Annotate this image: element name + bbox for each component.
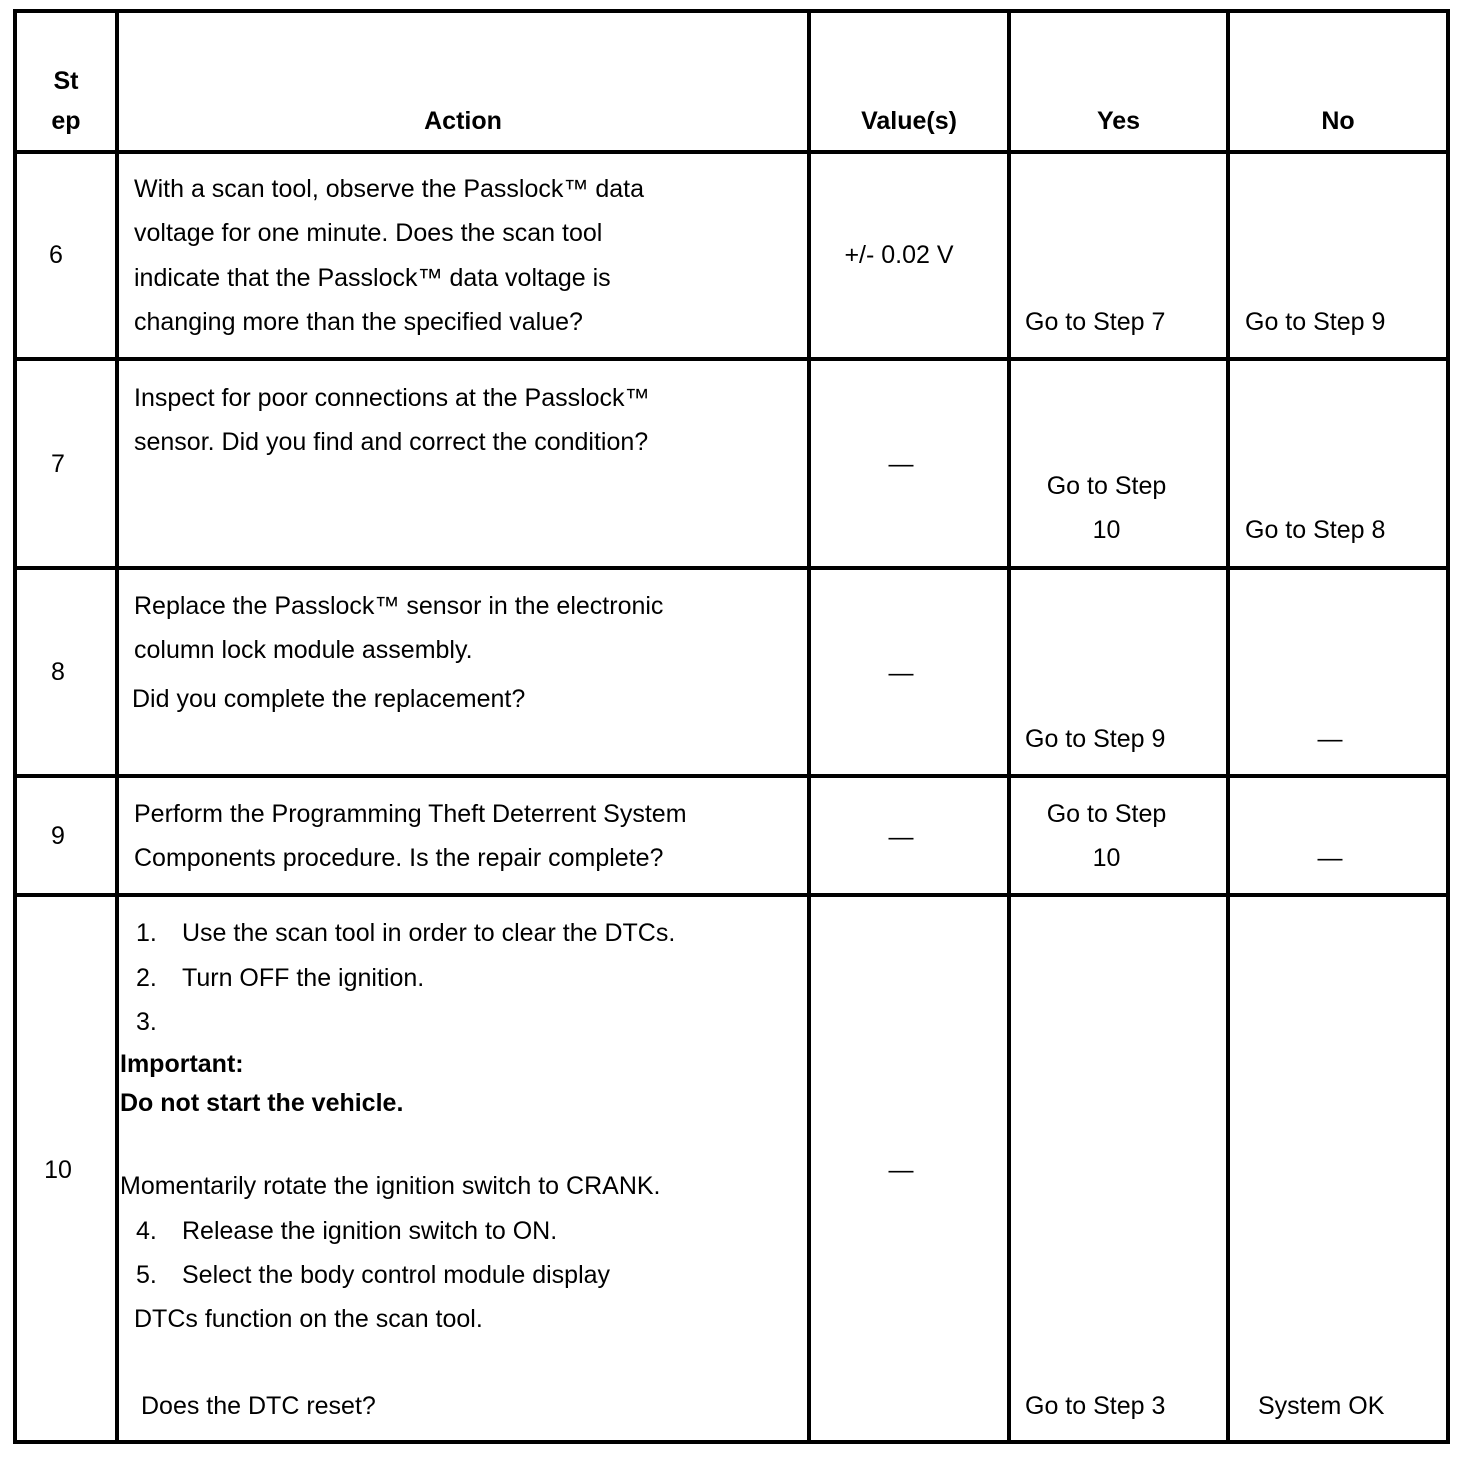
- action-text: Inspect for poor connections at the Passlock™: [134, 384, 650, 412]
- yes-result: Go to Step: [1046, 472, 1167, 500]
- action-text: changing more than the specified value?: [134, 308, 583, 336]
- step-number: 8: [51, 658, 65, 686]
- no-result: —: [1317, 844, 1343, 872]
- action-text: Replace the Passlock™ sensor in the electronic: [134, 592, 664, 620]
- value-text: —: [888, 823, 914, 851]
- no-result: Go to Step 8: [1245, 516, 1386, 544]
- yes-result: Go to Step 7: [1025, 308, 1166, 336]
- header-step: [17, 61, 115, 141]
- action-text: indicate that the Passlock™ data voltage is: [134, 264, 611, 292]
- list-number: 2.: [136, 964, 157, 992]
- header-divider: [13, 150, 1450, 154]
- list-number: 3.: [136, 1008, 157, 1036]
- yes-result: Go to Step 3: [1025, 1392, 1166, 1420]
- row-divider: [13, 566, 1450, 570]
- row-divider: [13, 893, 1450, 897]
- diagnostic-table: [13, 9, 1450, 1444]
- list-item-text: Release the ignition switch to ON.: [182, 1217, 558, 1245]
- header-step-line: ep: [51, 107, 81, 135]
- header-values: Value(s): [861, 107, 957, 135]
- no-result: Go to Step 9: [1245, 308, 1386, 336]
- step-number: 7: [51, 450, 65, 478]
- value-text: —: [888, 659, 914, 687]
- no-result: —: [1317, 725, 1343, 753]
- column-divider: [115, 9, 119, 1444]
- action-text: Momentarily rotate the ignition switch to CRANK.: [120, 1172, 661, 1200]
- list-number: 4.: [136, 1217, 157, 1245]
- step-number: 6: [49, 241, 63, 269]
- list-number: 1.: [136, 919, 157, 947]
- list-number: 5.: [136, 1261, 157, 1289]
- header-step-line: St: [53, 67, 79, 95]
- action-text: column lock module assembly.: [134, 636, 473, 664]
- action-question: Does the DTC reset?: [141, 1392, 376, 1420]
- header-no: No: [1321, 107, 1355, 135]
- header-action: Action: [424, 107, 502, 135]
- header-yes: Yes: [1096, 107, 1141, 135]
- value-text: —: [888, 1156, 914, 1184]
- row-divider: [13, 357, 1450, 361]
- action-text: DTCs function on the scan tool.: [134, 1305, 483, 1333]
- yes-result: Go to Step: [1046, 800, 1167, 828]
- table-border-left: [13, 9, 17, 1444]
- yes-result: 10: [1092, 516, 1121, 544]
- value-text: —: [888, 450, 914, 478]
- table-border-bottom: [13, 1440, 1450, 1444]
- important-label: Important:: [120, 1050, 244, 1078]
- step-number: 9: [51, 822, 65, 850]
- action-text: Did you complete the replacement?: [132, 685, 526, 713]
- action-text: With a scan tool, observe the Passlock™ data: [134, 175, 644, 203]
- important-text: Do not start the vehicle.: [120, 1089, 404, 1117]
- list-item-text: Use the scan tool in order to clear the DTCs.: [182, 919, 676, 947]
- step-number: 10: [44, 1156, 72, 1184]
- list-item-text: Select the body control module display: [182, 1261, 611, 1289]
- action-text: voltage for one minute. Does the scan tool: [134, 219, 603, 247]
- column-divider: [807, 9, 811, 1444]
- table-border-right: [1446, 9, 1450, 1444]
- yes-result: 10: [1092, 844, 1121, 872]
- column-divider: [1007, 9, 1011, 1444]
- action-text: Components procedure. Is the repair complete?: [134, 844, 664, 872]
- table-border-top: [13, 9, 1450, 13]
- action-text: Perform the Programming Theft Deterrent System: [134, 800, 687, 828]
- yes-result: Go to Step 9: [1025, 725, 1166, 753]
- row-divider: [13, 774, 1450, 778]
- action-text: sensor. Did you find and correct the condition?: [134, 428, 649, 456]
- list-item-text: Turn OFF the ignition.: [182, 964, 425, 992]
- no-result: System OK: [1258, 1392, 1385, 1420]
- value-text: +/- 0.02 V: [844, 241, 954, 269]
